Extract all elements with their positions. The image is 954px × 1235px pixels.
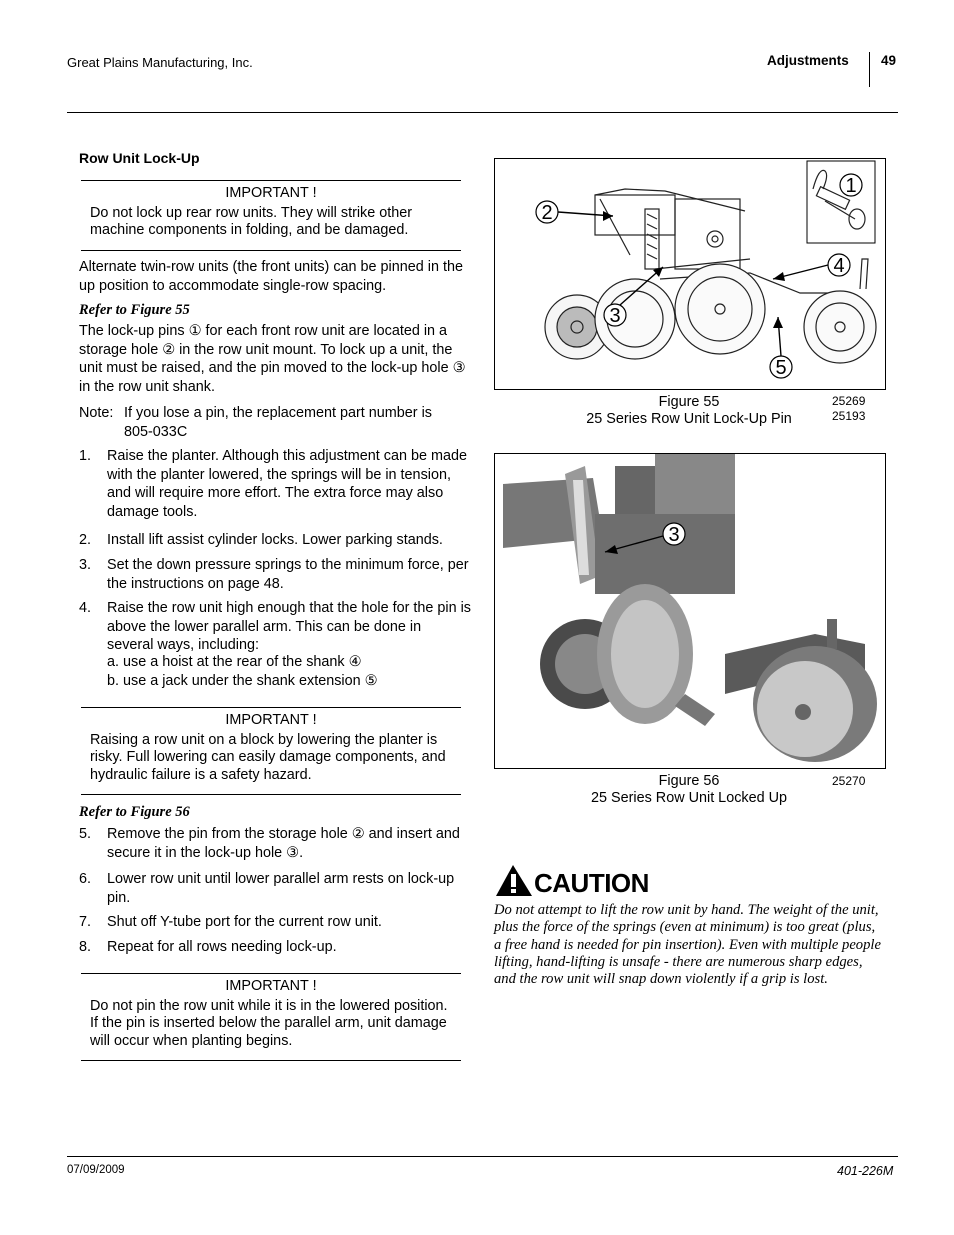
footer-doc-number: 401-226M xyxy=(837,1164,894,1178)
step-text: Remove the pin from the storage hole ② and insert and secure it in the lock-up hole ③. xyxy=(107,826,460,861)
important-box-3 xyxy=(81,973,461,1061)
section-title: Adjustments xyxy=(767,53,849,68)
lockup-paragraph: The lock-up pins ① for each front row unit are located in a storage hole ② in the row unit mount. To lock up a unit, the unit must be raised, and the pin moved to the lock-up hole ③ in the row unit shank. xyxy=(79,323,466,395)
important-box-1 xyxy=(81,180,461,251)
warning-triangle-icon xyxy=(494,864,536,898)
footer-date: 07/09/2009 xyxy=(67,1164,125,1176)
callout-5 xyxy=(770,317,792,379)
note-label: Note: xyxy=(79,405,114,421)
list-item xyxy=(79,599,471,655)
header-divider xyxy=(869,52,870,87)
step-number: 1. xyxy=(79,448,92,464)
caution-text: Do not attempt to lift the row unit by hand. The weight of the unit, plus the force of the springs (even at minimum) is too great (plus, a free hand is needed for pin insertion). Even with multiple people lifting, hand-lifting is unsafe - there are numerous sharp edges, and the row unit will snap down violently if a grip is lost. xyxy=(494,902,881,988)
important-box-2 xyxy=(81,707,461,795)
figure-55-ref-1: 25269 xyxy=(832,394,866,408)
step-number: 5. xyxy=(79,826,92,842)
caption-line-2: 25 Series Row Unit Lock-Up Pin xyxy=(586,411,792,427)
svg-text:2: 2 xyxy=(541,202,553,224)
step-text: Lower row unit until lower parallel arm rests on lock-up pin. xyxy=(107,871,455,906)
row-unit-locked-photo xyxy=(495,454,885,768)
caption-line-2: 25 Series Row Unit Locked Up xyxy=(591,790,787,806)
list-item xyxy=(79,556,471,593)
figure-55-ref-2: 25193 xyxy=(832,409,866,423)
refer-figure-56: Refer to Figure 56 xyxy=(79,804,190,820)
step-text: Raise the planter. Although this adjustment can be made with the planter lowered, the springs will be in tension, and will require more effort. The extra force may also damage tools. xyxy=(107,448,467,520)
step-number: 3. xyxy=(79,557,92,573)
list-item xyxy=(79,870,471,907)
caution-label: CAUTION xyxy=(534,868,649,898)
step-text: Set the down pressure springs to the minimum force, per the instructions on page 48. xyxy=(107,557,469,592)
callout-2 xyxy=(536,201,613,224)
step-4a: a. use a hoist at the rear of the shank ④ xyxy=(107,654,362,670)
wheels xyxy=(545,259,876,363)
important-body: Do not pin the row unit while it is in the lowered position. If the pin is inserted below the parallel arm, unit damage will occur when planting begins. xyxy=(90,997,448,1049)
step-4b: b. use a jack under the shank extension ⑤ xyxy=(107,673,378,689)
figure-55 xyxy=(494,158,886,390)
company-name: Great Plains Manufacturing, Inc. xyxy=(67,55,253,70)
step-number: 2. xyxy=(79,532,92,548)
svg-text:3: 3 xyxy=(668,524,680,546)
section-heading: Row Unit Lock-Up xyxy=(79,150,200,166)
figure-56 xyxy=(494,453,886,769)
svg-text:1: 1 xyxy=(845,175,857,197)
list-item xyxy=(79,531,471,550)
figure-55-caption xyxy=(560,394,818,428)
list-item xyxy=(79,825,471,862)
step-number: 4. xyxy=(79,600,92,616)
step-number: 8. xyxy=(79,939,92,955)
important-title: IMPORTANT ! xyxy=(225,185,317,201)
caption-line-1: Figure 56 xyxy=(658,773,720,789)
note xyxy=(79,404,471,440)
figure-56-ref: 25270 xyxy=(832,774,866,788)
step-text: Raise the row unit high enough that the hole for the pin is above the lower parallel arm. This can be done in several ways, including: xyxy=(107,600,472,654)
important-title: IMPORTANT ! xyxy=(225,978,317,994)
row-unit-lockup-drawing xyxy=(495,159,885,389)
important-title: IMPORTANT ! xyxy=(225,712,317,728)
refer-figure-55: Refer to Figure 55 xyxy=(79,302,190,318)
step-text: Install lift assist cylinder locks. Lower parking stands. xyxy=(107,532,443,548)
list-item xyxy=(79,938,471,957)
step-text: Shut off Y-tube port for the current row unit. xyxy=(107,914,382,930)
caption-line-1: Figure 55 xyxy=(658,394,720,410)
important-body: Raising a row unit on a block by lowering the planter is risky. Full lowering can easily damage components, and hydraulic failure is a safety hazard. xyxy=(90,731,446,783)
step-number: 7. xyxy=(79,914,92,930)
list-item xyxy=(79,447,471,521)
footer-rule xyxy=(67,1156,898,1157)
svg-text:3: 3 xyxy=(609,305,621,327)
svg-text:4: 4 xyxy=(833,255,845,277)
page-number: 49 xyxy=(881,53,897,68)
callout-1 xyxy=(840,174,862,197)
header-rule xyxy=(67,112,898,113)
step-text: Repeat for all rows needing lock-up. xyxy=(107,939,337,955)
important-body: Do not lock up rear row units. They will strike other machine components in folding, and be damaged. xyxy=(90,204,413,238)
callout-4 xyxy=(773,254,850,281)
intro-paragraph: Alternate twin-row units (the front units) can be pinned in the up position to accommodate single-row spacing. xyxy=(79,259,463,294)
figure-56-caption xyxy=(560,773,818,807)
list-item xyxy=(79,913,471,932)
svg-text:5: 5 xyxy=(775,357,787,379)
note-body: If you lose a pin, the replacement part number is 805-033C xyxy=(124,405,432,440)
step-number: 6. xyxy=(79,871,92,887)
